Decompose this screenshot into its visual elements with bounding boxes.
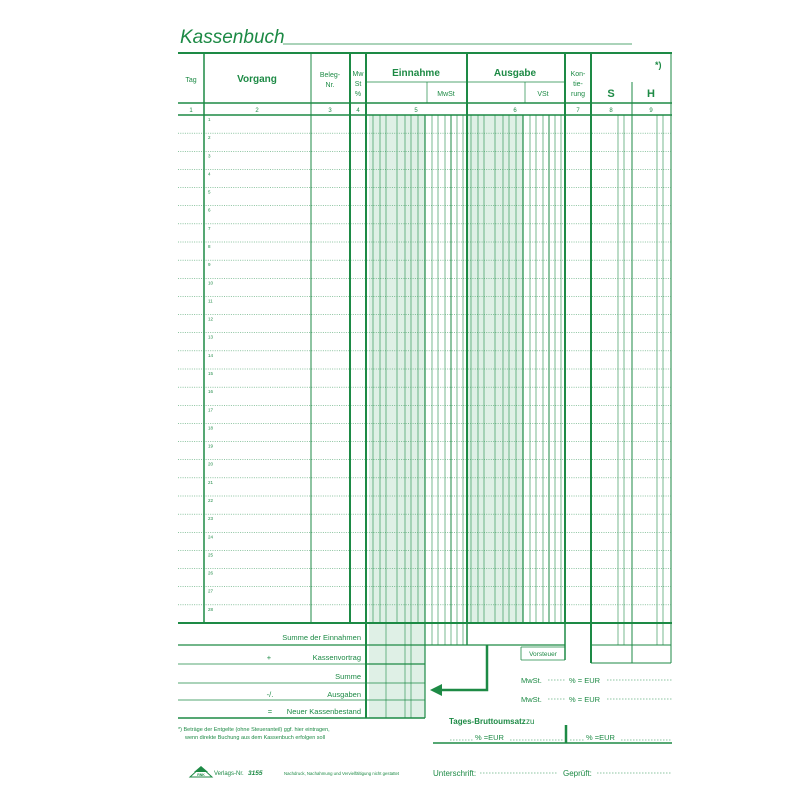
logo-text: RNK — [197, 773, 205, 777]
row-number: 20 — [208, 461, 214, 467]
tages-bruttoumsatz-label: Tages-Bruttoumsatz — [449, 717, 526, 726]
mwst-label-2: MwSt. — [521, 695, 542, 704]
row-number: 8 — [208, 244, 211, 249]
header-einnahme-mwst: MwSt — [437, 91, 455, 98]
equals-sign: = — [267, 707, 273, 716]
row-number: 11 — [208, 298, 213, 304]
footnote-line1: *) Beträge der Entgelte (ohne Steueranteil) ggf. hier eintragen, — [178, 727, 330, 733]
header-mwst-line2: St — [354, 81, 362, 88]
header-einnahme: Einnahme — [392, 68, 440, 79]
header-konti-line3: rung — [570, 91, 586, 98]
row-number: 7 — [208, 225, 211, 231]
footnote-line2: wenn direkte Buchung aus dem Kassenbuch erfolgen soll — [185, 735, 326, 741]
column-number: 8 — [609, 108, 613, 114]
summe-label: Summe — [335, 672, 361, 681]
row-number: 26 — [208, 570, 214, 576]
column-number: 1 — [189, 108, 193, 114]
minus-sign: -/. — [266, 690, 274, 699]
row-number: 21 — [208, 479, 214, 485]
footnote-mark: *) — [655, 60, 662, 70]
row-number: 10 — [208, 280, 214, 286]
row-number: 4 — [208, 171, 211, 177]
row-number: 15 — [208, 371, 214, 376]
header-haben: H — [647, 88, 655, 100]
header-mwst-line3: % — [354, 91, 362, 98]
header-ausgabe: Ausgabe — [493, 68, 537, 79]
verlag-label: Verlags-Nr. — [214, 771, 244, 777]
header-konti-line2: tie- — [573, 81, 583, 88]
header-beleg-line2: Nr. — [325, 82, 335, 89]
header-beleg-line1: Beleg- — [319, 72, 341, 79]
tages-percent-eur-2: % =EUR — [586, 733, 615, 742]
summe-einnahmen-label: Summe der Einnahmen — [282, 633, 361, 642]
row-number: 16 — [208, 389, 214, 395]
neuer-kassenbestand-label: Neuer Kassenbestand — [286, 707, 361, 716]
row-number: 19 — [208, 443, 214, 449]
ausgaben-label: Ausgaben — [327, 690, 361, 699]
unterschrift-label: Unterschrift: — [433, 769, 477, 778]
percent-eur-2: % = EUR — [569, 695, 601, 704]
row-number: 14 — [208, 352, 214, 358]
column-number: 2 — [255, 108, 259, 114]
row-number: 5 — [208, 189, 211, 195]
verlag-number: 3155 — [248, 770, 263, 777]
summary-shade — [369, 623, 425, 718]
header-tag: Tag — [185, 77, 197, 84]
row-number: 12 — [208, 316, 214, 322]
form-title: Kassenbuch — [180, 27, 285, 48]
row-number: 2 — [208, 135, 211, 141]
row-number: 25 — [208, 552, 214, 558]
row-number: 3 — [208, 153, 211, 159]
row-number: 22 — [208, 498, 214, 503]
tages-zu-label: zu — [526, 717, 535, 726]
row-number: 13 — [208, 334, 214, 340]
row-number: 17 — [208, 407, 214, 413]
row-number: 23 — [208, 516, 214, 522]
row-number: 24 — [208, 534, 214, 540]
row-number: 18 — [208, 425, 214, 431]
row-number: 6 — [208, 207, 211, 213]
column-number: 5 — [414, 108, 418, 114]
header-mwst-line1: Mw — [352, 71, 364, 78]
row-number: 28 — [208, 606, 214, 612]
header-soll: S — [607, 88, 615, 100]
header-vorgang: Vorgang — [237, 74, 277, 85]
row-number: 27 — [208, 588, 214, 594]
row-number: 9 — [208, 262, 211, 268]
column-number: 3 — [328, 108, 332, 114]
mwst-label-1: MwSt. — [521, 676, 542, 685]
vorsteuer-label: Vorsteuer — [529, 651, 557, 658]
header-ausgabe-vst: VSt — [537, 91, 549, 98]
column-number: 6 — [513, 108, 517, 114]
percent-eur-1: % = EUR — [569, 676, 601, 685]
column-number: 9 — [649, 108, 653, 114]
copyright-note: Nachdruck, Nachahmung und Vervielfältigung nicht gestattet — [284, 771, 400, 776]
plus-sign: + — [266, 653, 272, 662]
geprueft-label: Geprüft: — [563, 769, 592, 778]
kassenvortrag-label: Kassenvortrag — [312, 653, 361, 662]
publisher-logo — [190, 766, 212, 777]
row-number: 1 — [208, 117, 211, 122]
column-number: 4 — [356, 108, 360, 114]
tages-percent-eur-1: % =EUR — [475, 733, 504, 742]
column-number: 7 — [576, 108, 580, 114]
header-konti-line1: Kon- — [570, 71, 586, 78]
